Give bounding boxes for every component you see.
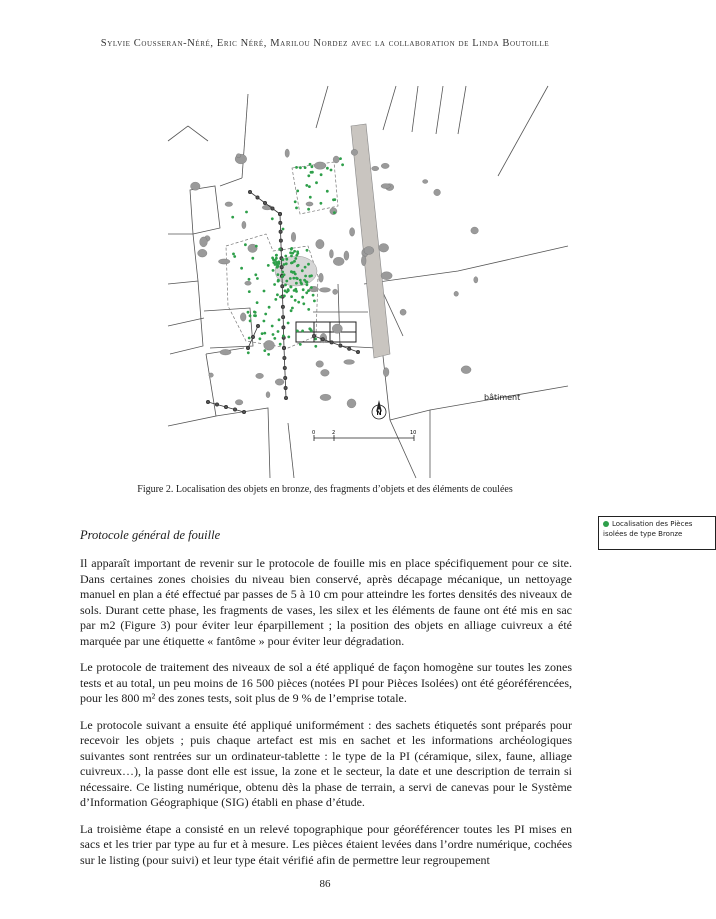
- bronze-find-dot: [309, 196, 312, 199]
- bronze-find-dot: [282, 258, 285, 261]
- green-dot-icon: [603, 521, 609, 527]
- pit-feature: [198, 249, 207, 257]
- bronze-find-dot: [341, 163, 344, 166]
- bronze-find-dot: [254, 273, 257, 276]
- bronze-find-dot: [274, 298, 277, 301]
- bronze-find-dot: [315, 181, 318, 184]
- scale-label-0: 0: [312, 430, 316, 436]
- pit-feature: [242, 221, 246, 229]
- bronze-find-dot: [296, 330, 299, 333]
- pit-feature: [333, 289, 338, 294]
- figure-caption: Figure 2. Localisation des objets en bronze, des fragments d’objets et des éléments de coulées: [137, 484, 513, 495]
- pit-feature: [256, 373, 264, 378]
- post-hole: [281, 305, 284, 308]
- post-hole: [282, 326, 285, 329]
- bronze-find-dot: [284, 255, 287, 258]
- bronze-find-dot: [326, 190, 329, 193]
- pit-feature: [333, 257, 344, 265]
- legend-label: Localisation des Pièces isolées de type Bronze: [603, 520, 693, 538]
- pit-feature: [381, 163, 389, 168]
- bronze-find-dot: [307, 308, 310, 311]
- bronze-find-dot: [248, 290, 251, 293]
- bronze-find-dot: [294, 257, 297, 260]
- bronze-find-dot: [263, 320, 266, 323]
- pit-feature: [423, 180, 428, 184]
- pit-feature: [351, 149, 358, 155]
- bronze-find-dot: [310, 286, 313, 289]
- paragraph: Le protocole suivant a ensuite été appliqué uniformément : des sachets étiquetés sont préparés pour recevoir les objets ; puis chaque artefact est mis en sachet et les informations archéologiques suivantes sont rentrées sur un ordinateur-tablette : le type de la PI (céramique, silex, faune, alliage cuivreux…), la passe dont elle est issue, la zone et le secteur, la date et une description de terrain si nécessaire. Ce listing numérique, obtenu dès la phase de terrain, a servi de canevas pour le Système d’Information Géographique (SIG) établi en phase d’étude.: [80, 717, 572, 809]
- bronze-find-dot: [308, 327, 311, 330]
- bronze-find-dot: [301, 269, 304, 272]
- post-hole: [256, 196, 259, 199]
- bronze-find-dot: [233, 255, 236, 258]
- bronze-find-dot: [278, 318, 281, 321]
- bronze-find-dot: [299, 343, 302, 346]
- bronze-find-dot: [287, 336, 290, 339]
- scale-bar: [312, 430, 416, 441]
- building-label: bâtiment: [484, 393, 521, 402]
- bronze-find-dot: [301, 330, 304, 333]
- post-hole: [233, 408, 236, 411]
- running-header: Sylvie Cousseran-Néré, Eric Néré, Marilou Nordez avec la collaboration de Linda Boutoille: [100, 38, 550, 49]
- bronze-find-dot: [295, 207, 298, 210]
- post-hole: [251, 335, 254, 338]
- paragraph: Le protocole de traitement des niveaux de sol a été appliqué de façon homogène sur toutes les zones tests et au total, un peu moins de 16 500 pièces (notées PI pour Pièces Isolées) ont été géoréférencées, pour les 800 m² des zones tests, soit plus de 9 % de l’emprise totale.: [80, 660, 572, 705]
- bronze-find-dot: [299, 166, 302, 169]
- pit-feature: [320, 394, 331, 400]
- post-hole: [215, 403, 218, 406]
- bronze-find-dot: [296, 277, 299, 280]
- bronze-find-dot: [248, 337, 251, 340]
- bronze-find-dot: [256, 277, 259, 280]
- post-hole: [339, 344, 342, 347]
- post-hole: [279, 239, 282, 242]
- post-hole: [284, 376, 287, 379]
- bronze-find-dot: [275, 254, 278, 257]
- post-alignment: [314, 336, 358, 352]
- pit-feature: [350, 228, 355, 237]
- bronze-find-dot: [306, 283, 309, 286]
- pit-feature: [434, 189, 441, 196]
- post-hole: [282, 316, 285, 319]
- bronze-find-dot: [333, 198, 336, 201]
- page-number: 86: [319, 878, 331, 890]
- bronze-find-dot: [259, 337, 262, 340]
- pit-feature: [191, 182, 201, 190]
- pit-feature: [264, 340, 275, 350]
- bronze-find-dot: [251, 257, 254, 260]
- paragraph: La troisième étape a consisté en un relevé topographique pour géoréférencer toutes les PI mises en sacs et les trier par type au fur et à mesure. Les pièces étaient levées dans l’ordre numérique, cochées sur le listing (pour suivi) et leur type était vérifié afin de permettre leur regroupement: [80, 821, 572, 867]
- post-hole: [280, 266, 283, 269]
- bronze-find-dot: [285, 280, 288, 283]
- post-hole: [279, 230, 282, 233]
- bronze-find-dot: [290, 270, 293, 273]
- bronze-find-dot: [283, 273, 286, 276]
- bronze-find-dot: [272, 333, 275, 336]
- bronze-find-dot: [300, 283, 303, 286]
- post-hole: [279, 221, 282, 224]
- bronze-find-dot: [314, 345, 317, 348]
- bronze-find-dot: [284, 284, 287, 287]
- pit-feature: [316, 361, 324, 368]
- post-hole: [242, 410, 245, 413]
- bronze-find-dot: [282, 335, 285, 338]
- north-arrow-icon: [372, 400, 386, 419]
- pit-feature: [344, 251, 349, 260]
- pit-feature: [266, 392, 270, 398]
- bronze-find-dot: [244, 243, 247, 246]
- bronze-find-dot: [272, 261, 275, 264]
- pit-feature: [379, 244, 389, 253]
- bronze-find-dot: [263, 349, 266, 352]
- bronze-find-dot: [296, 190, 299, 193]
- bronze-find-dot: [306, 281, 309, 284]
- pit-feature: [245, 281, 252, 285]
- bronze-find-dot: [261, 332, 264, 335]
- post-hole: [271, 207, 274, 210]
- post-hole: [330, 341, 333, 344]
- pit-feature: [225, 202, 233, 207]
- bronze-find-dot: [255, 245, 258, 248]
- pit-feature: [372, 166, 379, 171]
- bronze-find-dot: [290, 295, 293, 298]
- pit-feature: [461, 366, 471, 374]
- bronze-find-dot: [277, 273, 280, 276]
- pit-feature: [291, 232, 296, 242]
- bronze-find-dot: [320, 202, 323, 205]
- bronze-find-dot: [249, 314, 252, 317]
- bronze-find-dot: [289, 277, 292, 280]
- bronze-find-dot: [279, 343, 282, 346]
- bronze-find-dot: [240, 267, 243, 270]
- pit-feature: [454, 291, 459, 296]
- post-hole: [348, 347, 351, 350]
- bronze-find-dot: [273, 337, 276, 340]
- bronze-find-dot: [285, 258, 288, 261]
- pit-feature: [220, 349, 231, 355]
- post-alignment: [284, 348, 286, 398]
- bronze-find-dot: [313, 300, 316, 303]
- pit-feature: [329, 250, 333, 259]
- post-hole: [246, 346, 249, 349]
- bronze-find-dot: [245, 211, 248, 214]
- pit-feature: [333, 156, 339, 163]
- bronze-find-dot: [271, 325, 274, 328]
- pit-feature: [209, 373, 214, 377]
- bronze-find-dot: [271, 217, 274, 220]
- pit-feature: [200, 237, 208, 247]
- bronze-find-dot: [297, 301, 300, 304]
- bronze-find-dot: [310, 274, 313, 277]
- section-title: Protocole général de fouille: [80, 528, 221, 542]
- bronze-find-dot: [304, 266, 307, 269]
- post-hole: [356, 350, 359, 353]
- bronze-find-dot: [311, 165, 314, 168]
- post-hole: [284, 396, 287, 399]
- bronze-find-dot: [276, 266, 279, 269]
- bronze-find-dot: [292, 277, 295, 280]
- bronze-find-dot: [314, 338, 317, 341]
- bronze-find-dot: [320, 173, 323, 176]
- bronze-find-dot: [293, 289, 296, 292]
- pit-feature: [235, 400, 243, 405]
- road-band: [351, 124, 390, 358]
- bronze-find-dot: [302, 302, 305, 305]
- bronze-find-dot: [302, 288, 305, 291]
- post-hole: [263, 201, 266, 204]
- scale-label-2: 2: [332, 430, 336, 436]
- pit-feature: [383, 368, 389, 377]
- bronze-find-dot: [281, 271, 284, 274]
- bronze-find-dot: [231, 216, 234, 219]
- pit-feature: [347, 399, 356, 408]
- bronze-find-dot: [287, 288, 290, 291]
- pit-feature: [381, 184, 390, 189]
- bronze-find-dot: [249, 320, 252, 323]
- bronze-find-dot: [277, 260, 280, 263]
- post-hole: [312, 334, 315, 337]
- bronze-find-dot: [273, 283, 276, 286]
- north-label: N: [376, 410, 382, 417]
- bronze-find-dot: [232, 253, 235, 256]
- bronze-find-dot: [296, 250, 299, 253]
- bronze-find-dot: [283, 295, 286, 298]
- bronze-find-dot: [330, 169, 333, 172]
- bronze-find-dot: [289, 285, 292, 288]
- pit-feature: [344, 360, 355, 365]
- post-hole: [248, 190, 251, 193]
- bronze-find-dot: [304, 275, 307, 278]
- bronze-find-dot: [290, 247, 293, 250]
- bronze-find-dot: [277, 330, 280, 333]
- pit-feature: [236, 154, 241, 158]
- pit-feature: [321, 369, 330, 376]
- bronze-find-dot: [247, 351, 250, 354]
- pit-feature: [314, 162, 326, 169]
- bronze-find-dot: [253, 314, 256, 317]
- bronze-find-dot: [295, 282, 298, 285]
- bronze-find-dot: [308, 185, 311, 188]
- post-hole: [283, 366, 286, 369]
- map-legend: [598, 516, 716, 550]
- bronze-find-dot: [272, 269, 275, 272]
- bronze-find-dot: [247, 311, 250, 314]
- post-hole: [281, 285, 284, 288]
- bronze-find-dot: [294, 200, 297, 203]
- bronze-find-dot: [305, 184, 308, 187]
- pit-feature: [330, 208, 337, 215]
- bronze-find-dot: [282, 228, 285, 231]
- bronze-find-dot: [326, 167, 329, 170]
- bronze-find-dot: [290, 309, 293, 312]
- bronze-find-dot: [263, 332, 266, 335]
- bronze-find-dot: [285, 262, 288, 265]
- post-hole: [224, 405, 227, 408]
- bronze-find-dot: [277, 279, 280, 282]
- bronze-find-dot: [312, 294, 315, 297]
- bronze-find-dot: [295, 254, 298, 257]
- post-hole: [256, 324, 259, 327]
- pit-feature: [319, 288, 330, 293]
- bronze-find-dot: [264, 313, 267, 316]
- bronze-find-dot: [295, 166, 298, 169]
- bronze-find-dot: [304, 166, 307, 169]
- bronze-find-dot: [276, 293, 279, 296]
- bronze-find-dot: [301, 296, 304, 299]
- paragraph: Il apparaît important de revenir sur le protocole de fouille mis en place spécifiquement pour ce site. Dans certaines zones choisies du niveau bien conservé, après décapage mécanique, un nettoyage manuel en plan a été effectué par passes de 5 à 10 cm pour atteindre les fortes densités des niveaux de sols. Durant cette phase, les fragments de vases, les silex et les éléments de faune ont été mis en sac par m2 (Figure 3) pour éviter leur éparpillement ; la position des objets en alliage cuivreux a été marquée par une étiquette « fantôme » pour éviter leur dégradation.: [80, 556, 572, 648]
- post-hole: [284, 386, 287, 389]
- bronze-find-dot: [291, 307, 294, 310]
- bronze-find-dot: [297, 264, 300, 267]
- bronze-find-dot: [248, 278, 251, 281]
- excavation-outline: [226, 234, 318, 348]
- scale-label-10: 10: [410, 430, 417, 436]
- bronze-find-dot: [279, 296, 282, 299]
- pit-feature: [381, 272, 392, 280]
- pit-feature: [285, 149, 289, 157]
- pit-feature: [275, 379, 284, 385]
- pit-feature: [240, 313, 246, 321]
- pit-feature: [319, 273, 324, 282]
- post-hole: [278, 212, 281, 215]
- bronze-find-dot: [310, 171, 313, 174]
- bronze-find-dot: [287, 322, 290, 325]
- pit-feature: [400, 309, 406, 315]
- post-hole: [206, 400, 209, 403]
- pit-feature: [306, 202, 313, 206]
- pit-feature: [361, 256, 366, 266]
- bronze-find-dot: [267, 353, 270, 356]
- bronze-find-dot: [253, 311, 256, 314]
- pit-feature: [364, 247, 374, 255]
- bronze-find-dot: [291, 252, 294, 255]
- site-plan-map: [168, 86, 568, 478]
- bronze-find-dot: [333, 211, 336, 214]
- bronze-find-dot: [278, 248, 281, 251]
- pit-feature: [316, 239, 324, 248]
- bronze-find-dot: [305, 291, 308, 294]
- bronze-find-dot: [284, 289, 287, 292]
- bronze-find-dot: [299, 279, 302, 282]
- bronze-find-dot: [268, 306, 271, 309]
- bronze-find-dot: [267, 264, 270, 267]
- bronze-find-dot: [307, 174, 310, 177]
- bronze-find-dot: [263, 290, 266, 293]
- bronze-find-dot: [339, 157, 342, 160]
- bronze-find-dot: [256, 301, 259, 304]
- bronze-find-dot: [309, 163, 312, 166]
- bronze-find-dot: [290, 255, 293, 258]
- pit-feature: [218, 259, 230, 264]
- post-hole: [282, 346, 285, 349]
- pit-feature: [332, 324, 342, 333]
- pit-feature: [474, 277, 478, 283]
- bronze-find-dot: [274, 259, 277, 262]
- main-text: [80, 528, 572, 879]
- bronze-find-dot: [307, 208, 310, 211]
- post-hole: [283, 356, 286, 359]
- bronze-find-dot: [294, 299, 297, 302]
- bronze-find-dot: [290, 262, 293, 265]
- bronze-find-dot: [306, 249, 309, 252]
- post-hole: [321, 338, 324, 341]
- bronze-find-dot: [307, 263, 310, 266]
- bronze-find-dot: [271, 257, 274, 260]
- pit-feature: [471, 227, 479, 234]
